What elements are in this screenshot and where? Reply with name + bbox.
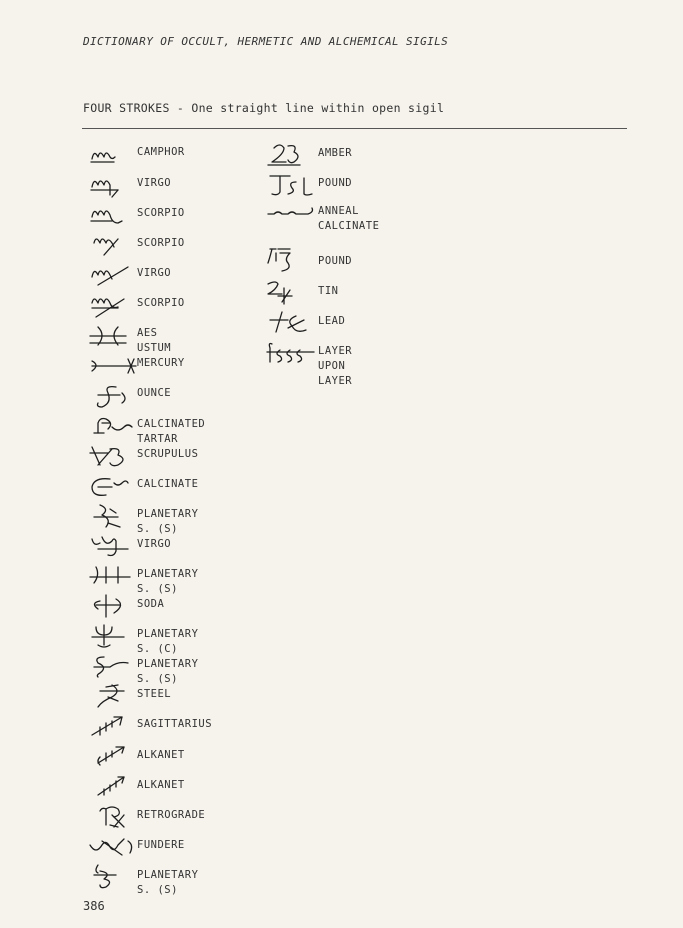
fundere-sigil-icon <box>88 833 142 859</box>
aes-ustum-sigil-icon <box>88 323 142 349</box>
sigil-label: SCORPIO <box>137 297 185 309</box>
sigil-label: TIN <box>318 285 339 297</box>
sigil-label: RETROGRADE <box>137 809 206 821</box>
section-heading: FOUR STROKES - One straight line within open sigil <box>83 101 445 115</box>
virgo-sigil-icon <box>88 173 142 199</box>
sigil-label: PLANETARY S. (S) <box>137 508 199 535</box>
mercury-sigil-icon <box>88 353 142 379</box>
sigil-label: POUND <box>318 177 353 189</box>
sigil-label: ANNEAL CALCINATE <box>318 205 380 232</box>
book-title-header: DICTIONARY OF OCCULT, HERMETIC AND ALCHEMICAL SIGILS <box>83 35 449 48</box>
layer-upon-layer-sigil-icon <box>266 340 320 366</box>
sigil-label: SAGITTARIUS <box>137 718 213 730</box>
sigil-label: CALCINATED TARTAR <box>137 418 206 445</box>
alkanet-sigil-icon <box>88 773 142 799</box>
scorpio-sigil-icon <box>88 233 142 259</box>
sigil-label: CALCINATE <box>137 478 199 490</box>
virgo-sigil-icon <box>88 263 142 289</box>
sigil-label: CAMPHOR <box>137 146 185 158</box>
sigil-label: ALKANET <box>137 749 185 761</box>
scrupulus-sigil-icon <box>88 443 142 469</box>
sigil-label: OUNCE <box>137 387 172 399</box>
virgo-sigil-icon <box>88 533 142 559</box>
alkanet-sigil-icon <box>88 743 142 769</box>
scorpio-sigil-icon <box>88 293 142 319</box>
planetary-s-sigil-icon <box>88 503 142 529</box>
amber-sigil-icon <box>266 142 320 168</box>
page-number: 386 <box>83 899 105 913</box>
soda-sigil-icon <box>88 593 142 619</box>
sigil-label: PLANETARY S. (S) <box>137 869 199 896</box>
planetary-c-sigil-icon <box>88 623 142 649</box>
sigil-label: LAYER UPON LAYER <box>318 345 353 387</box>
planetary-s-sigil-icon <box>88 863 142 889</box>
ounce-sigil-icon <box>88 383 142 409</box>
sigil-label: PLANETARY S. (C) <box>137 628 199 655</box>
sigil-label: VIRGO <box>137 267 172 279</box>
lead-sigil-icon <box>266 310 320 336</box>
sigil-label: PLANETARY S. (S) <box>137 568 199 595</box>
sigil-label: VIRGO <box>137 538 172 550</box>
planetary-s-sigil-icon <box>88 563 142 589</box>
sigil-label: AMBER <box>318 147 353 159</box>
camphor-sigil-icon <box>88 143 142 169</box>
tin-sigil-icon <box>266 280 320 306</box>
sigil-label: SCORPIO <box>137 207 185 219</box>
sigil-label: STEEL <box>137 688 172 700</box>
sagittarius-sigil-icon <box>88 713 142 739</box>
calcinated-tartar-sigil-icon <box>88 413 142 439</box>
sigil-label: FUNDERE <box>137 839 185 851</box>
pound-sigil-icon <box>266 247 320 273</box>
scorpio-sigil-icon <box>88 203 142 229</box>
sigil-label: POUND <box>318 255 353 267</box>
sigil-label: LEAD <box>318 315 346 327</box>
pound-sigil-icon <box>266 172 320 198</box>
sigil-label: VIRGO <box>137 177 172 189</box>
sigil-label: SCRUPULUS <box>137 448 199 460</box>
calcinate-sigil-icon <box>88 473 142 499</box>
sigil-label: MERCURY <box>137 357 185 369</box>
sigil-label: ALKANET <box>137 779 185 791</box>
sigil-label: PLANETARY S. (S) <box>137 658 199 685</box>
sigil-label: AES USTUM <box>137 327 172 354</box>
steel-sigil-icon <box>88 683 142 709</box>
sigil-label: SODA <box>137 598 165 610</box>
section-divider <box>82 128 627 129</box>
planetary-s-sigil-icon <box>88 653 142 679</box>
anneal-sigil-icon <box>266 202 320 228</box>
sigil-label: SCORPIO <box>137 237 185 249</box>
retrograde-sigil-icon <box>88 803 142 829</box>
